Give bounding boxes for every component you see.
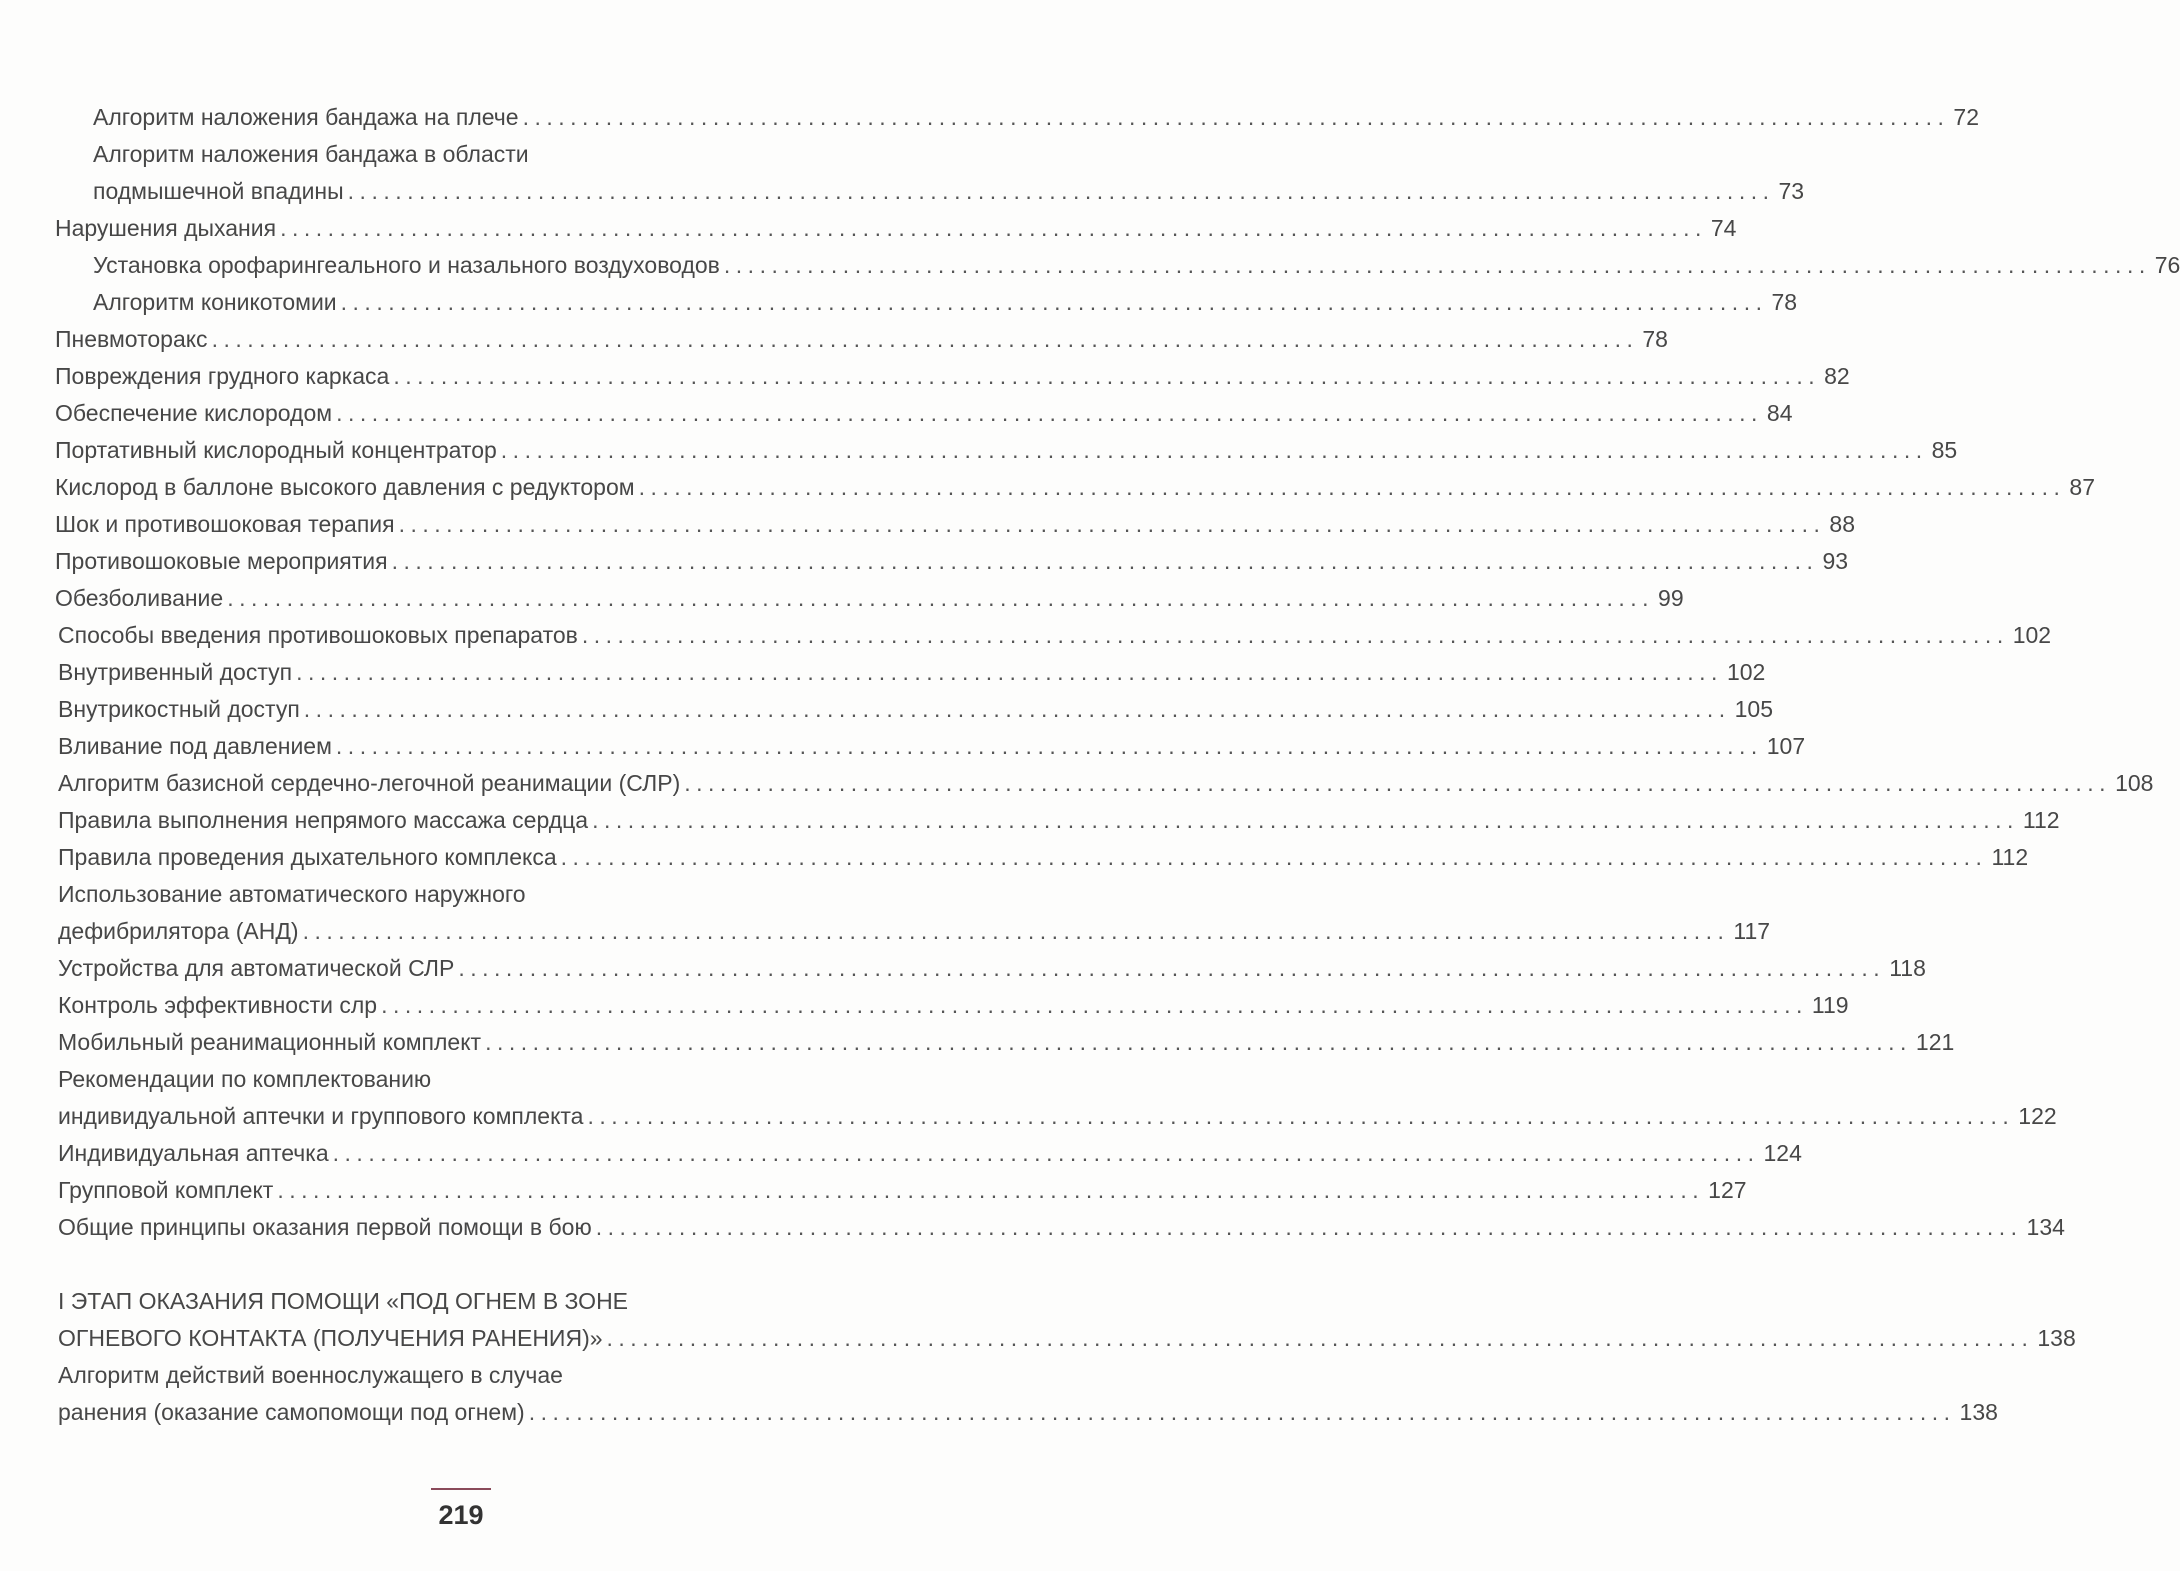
toc-entry bbox=[0, 284, 1798, 321]
dot-leader: ........................................................................................................................ bbox=[528, 1399, 1956, 1425]
toc-entry bbox=[0, 543, 1849, 580]
toc-entry bbox=[0, 728, 1806, 765]
toc-entry-page: 85 bbox=[1931, 437, 1958, 463]
toc-entry-title: Шок и противошоковая терапия bbox=[55, 511, 395, 537]
toc-entry-page: 74 bbox=[1710, 215, 1737, 241]
dot-leader: ........................................................................................................................ bbox=[723, 252, 2151, 278]
toc-entry-page: 121 bbox=[1915, 1029, 1955, 1055]
toc-entry-title: Индивидуальная аптечка bbox=[58, 1140, 329, 1166]
toc-entry-title: Пневмоторакс bbox=[55, 326, 208, 352]
toc-entry bbox=[0, 1135, 1802, 1172]
toc-entry bbox=[0, 1320, 2076, 1357]
page-number: 219 bbox=[438, 1500, 484, 1530]
dot-leader: ........................................................................................................................ bbox=[638, 474, 2066, 500]
toc-entry-title: Алгоритм наложения бандажа в области bbox=[93, 141, 529, 167]
toc-entry bbox=[0, 913, 1771, 950]
toc-entry-title: Мобильный реанимационный комплект bbox=[58, 1029, 482, 1055]
toc-entry-title: подмышечной впадины bbox=[93, 178, 344, 204]
dot-leader: ........................................................................................................................ bbox=[280, 215, 1707, 241]
dot-leader: ........................................................................................................................ bbox=[393, 363, 1821, 389]
dot-leader: ........................................................................................................................ bbox=[347, 178, 1775, 204]
toc-entry-page: 112 bbox=[1991, 844, 2029, 870]
toc-entry-title: Кислород в баллоне высокого давления с редуктором bbox=[55, 474, 635, 500]
toc-entry bbox=[0, 876, 860, 913]
toc-entry-title: Рекомендации по комплектованию bbox=[58, 1066, 432, 1092]
toc-entry-title: I ЭТАП ОКАЗАНИЯ ПОМОЩИ «ПОД ОГНЕМ В ЗОНЕ bbox=[58, 1288, 629, 1314]
toc-entry bbox=[0, 210, 1737, 247]
toc-entry-title: Повреждения грудного каркаса bbox=[55, 363, 390, 389]
toc-entry-page: 84 bbox=[1766, 400, 1793, 426]
toc-entry bbox=[0, 247, 2180, 284]
toc-entry-title: Контроль эффективности слр bbox=[58, 992, 378, 1018]
toc-entry-page: 118 bbox=[1889, 955, 1926, 981]
dot-leader: ........................................................................................................................ bbox=[332, 1140, 1760, 1166]
toc-entry-page: 87 bbox=[2069, 474, 2096, 500]
toc-entry bbox=[0, 1172, 1747, 1209]
toc-entry-title: Установка орофарингеального и назального воздуховодов bbox=[93, 252, 720, 278]
toc-entry-title: Алгоритм действий военнослужащего в случае bbox=[58, 1362, 563, 1388]
toc-entry-title: Правила проведения дыхательного комплекса bbox=[58, 844, 557, 870]
toc-entry-title: дефибрилятора (АНД) bbox=[58, 918, 299, 944]
toc-entry-page: 107 bbox=[1766, 733, 1806, 759]
toc-entry-page: 122 bbox=[2018, 1103, 2057, 1129]
dot-leader: ........................................................................................................................ bbox=[336, 400, 1763, 426]
dot-leader: ........................................................................................................................ bbox=[381, 992, 1808, 1018]
toc-entry-page: 99 bbox=[1658, 585, 1684, 611]
toc-entry bbox=[0, 1357, 860, 1394]
toc-entry-page: 134 bbox=[2026, 1214, 2065, 1240]
toc-entry-page: 102 bbox=[2012, 622, 2052, 648]
toc-entry-title: ранения (оказание самопомощи под огнем) bbox=[58, 1399, 525, 1425]
toc-entry-title: Вливание под давлением bbox=[58, 733, 332, 759]
toc-entry-page: 78 bbox=[1771, 289, 1798, 315]
dot-leader: ........................................................................................................................ bbox=[581, 622, 2009, 648]
toc-entry bbox=[0, 1098, 2057, 1135]
toc-entry-title: Групповой комплект bbox=[58, 1177, 274, 1203]
toc-entry-title: Обеспечение кислородом bbox=[55, 400, 333, 426]
toc-entry bbox=[0, 99, 1979, 136]
toc-entry bbox=[0, 1394, 1998, 1431]
toc-entry-page: 78 bbox=[1642, 326, 1668, 352]
toc-entry bbox=[0, 950, 1926, 987]
toc-entry bbox=[0, 765, 2154, 802]
toc-entry bbox=[0, 654, 1766, 691]
toc-entry-page: 76 bbox=[2154, 252, 2180, 278]
toc-entry-page: 93 bbox=[1822, 548, 1849, 574]
toc-entry-title: Внутрикостный доступ bbox=[58, 696, 300, 722]
toc-entry-title: Противошоковые мероприятия bbox=[55, 548, 388, 574]
dot-leader: ........................................................................................................................ bbox=[211, 326, 1639, 352]
dot-leader: ........................................................................................................................ bbox=[560, 844, 1988, 870]
dot-leader: ........................................................................................................................ bbox=[522, 104, 1950, 130]
toc-entry-page: 127 bbox=[1708, 1177, 1747, 1203]
toc-entry bbox=[0, 432, 1958, 469]
dot-leader: ........................................................................................................................ bbox=[340, 289, 1768, 315]
dot-leader: ........................................................................................................................ bbox=[296, 659, 1723, 685]
toc-entry bbox=[0, 1209, 2065, 1246]
dot-leader: ........................................................................................................................ bbox=[303, 696, 1731, 722]
toc-entry-title: Портативный кислородный концентратор bbox=[55, 437, 497, 463]
toc-entry-title: Устройства для автоматической СЛР bbox=[58, 955, 455, 981]
page-number-rule bbox=[431, 1488, 491, 1490]
toc-entry-title: Алгоритм наложения бандажа на плече bbox=[93, 104, 519, 130]
toc-entry-title: Обезболивание bbox=[55, 585, 224, 611]
toc-entry-page: 108 bbox=[2115, 770, 2154, 796]
toc-entry bbox=[0, 802, 2060, 839]
toc-entry bbox=[0, 1061, 860, 1098]
dot-leader: ........................................................................................................................ bbox=[684, 770, 2112, 796]
toc-entry bbox=[0, 173, 1805, 210]
dot-leader: ........................................................................................................................ bbox=[500, 437, 1928, 463]
toc-entry-title: ОГНЕВОГО КОНТАКТА (ПОЛУЧЕНИЯ РАНЕНИЯ)» bbox=[58, 1325, 603, 1351]
toc-entry-title: Правила выполнения непрямого массажа сердца bbox=[58, 807, 589, 833]
toc-entry-page: 82 bbox=[1824, 363, 1850, 389]
toc-entry bbox=[0, 580, 1684, 617]
dot-leader: ........................................................................................................................ bbox=[302, 918, 1730, 944]
toc-entry-page: 138 bbox=[1959, 1399, 1998, 1425]
toc-entry-page: 112 bbox=[2022, 807, 2060, 833]
dot-leader: ........................................................................................................................ bbox=[595, 1214, 2023, 1240]
toc-entry bbox=[0, 839, 2029, 876]
toc-entry-title: Способы введения противошоковых препаратов bbox=[58, 622, 578, 648]
toc-entry-page: 102 bbox=[1726, 659, 1766, 685]
table-of-contents bbox=[0, 99, 2180, 1431]
toc-entry bbox=[0, 136, 860, 173]
toc-entry bbox=[0, 321, 1668, 358]
toc-entry bbox=[0, 358, 1850, 395]
toc-entry-page: 138 bbox=[2037, 1325, 2076, 1351]
toc-entry bbox=[0, 506, 1856, 543]
toc-entry bbox=[0, 469, 2096, 506]
toc-entry-page: 117 bbox=[1733, 918, 1771, 944]
dot-leader: ........................................................................................................................ bbox=[277, 1177, 1705, 1203]
toc-entry-title: Алгоритм базисной сердечно-легочной реанимации (СЛР) bbox=[58, 770, 681, 796]
toc-entry bbox=[0, 691, 1773, 728]
dot-leader: ........................................................................................................................ bbox=[592, 807, 2019, 833]
toc-entry-title: Использование автоматического наружного bbox=[58, 881, 526, 907]
toc-entry-title: Нарушения дыхания bbox=[55, 215, 277, 241]
toc-entry-page: 72 bbox=[1953, 104, 1979, 130]
toc-entry bbox=[0, 617, 2052, 654]
toc-entry bbox=[0, 1283, 860, 1320]
dot-leader: ........................................................................................................................ bbox=[227, 585, 1655, 611]
dot-leader: ........................................................................................................................ bbox=[458, 955, 1886, 981]
toc-entry bbox=[0, 987, 1849, 1024]
toc-entry-page: 88 bbox=[1829, 511, 1856, 537]
dot-leader: ........................................................................................................................ bbox=[606, 1325, 2034, 1351]
dot-leader: ........................................................................................................................ bbox=[485, 1029, 1912, 1055]
toc-entry bbox=[0, 1024, 1955, 1061]
dot-leader: ........................................................................................................................ bbox=[391, 548, 1819, 574]
toc-entry-page: 124 bbox=[1763, 1140, 1802, 1166]
dot-leader: ........................................................................................................................ bbox=[335, 733, 1763, 759]
toc-entry bbox=[0, 395, 1793, 432]
toc-entry-page: 73 bbox=[1778, 178, 1805, 204]
toc-entry-title: Общие принципы оказания первой помощи в бою bbox=[58, 1214, 592, 1240]
toc-entry-title: Алгоритм коникотомии bbox=[93, 289, 337, 315]
dot-leader: ........................................................................................................................ bbox=[398, 511, 1826, 537]
toc-entry-page: 119 bbox=[1811, 992, 1849, 1018]
toc-entry-page: 105 bbox=[1734, 696, 1773, 722]
dot-leader: ........................................................................................................................ bbox=[587, 1103, 2015, 1129]
toc-entry-title: индивидуальной аптечки и группового комплекта bbox=[58, 1103, 584, 1129]
toc-entry-title: Внутривенный доступ bbox=[58, 659, 293, 685]
